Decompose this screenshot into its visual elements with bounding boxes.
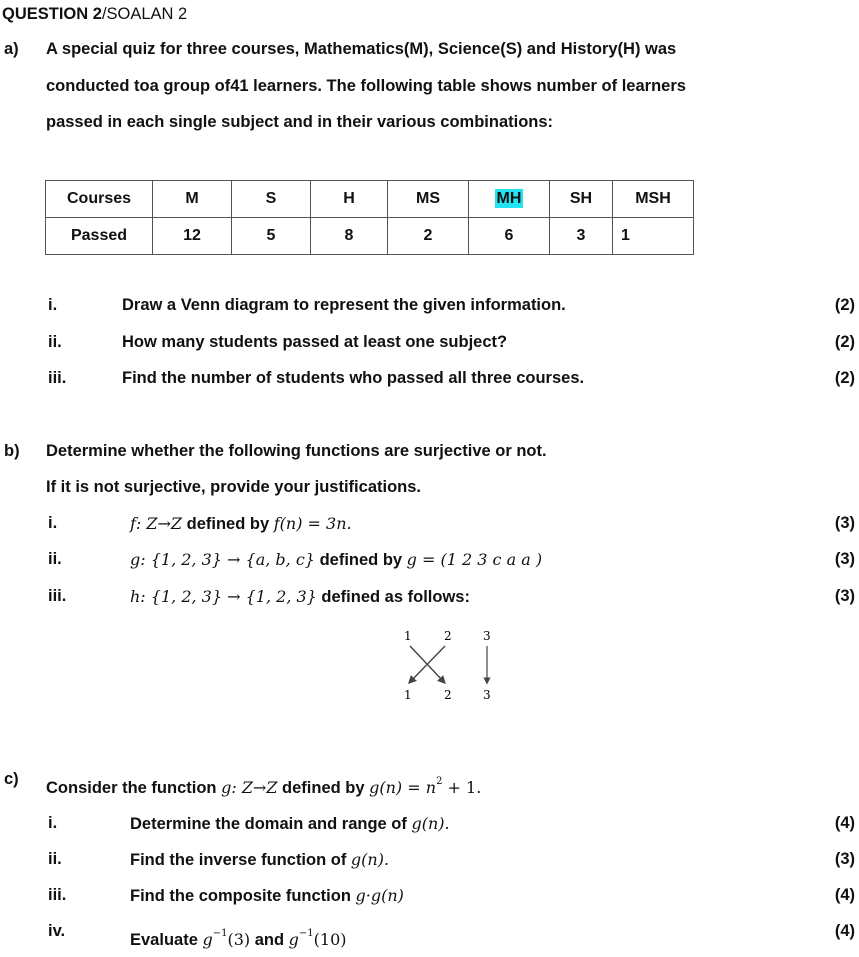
item-number: ii. bbox=[48, 333, 62, 351]
question-number: QUESTION 2 bbox=[2, 5, 102, 23]
math-expression: g(n). bbox=[350, 850, 390, 869]
table-cell: 1 bbox=[613, 218, 694, 255]
part-b-line-2: If it is not surjective, provide your justifications. bbox=[46, 478, 421, 496]
text: Find the inverse function of bbox=[130, 851, 351, 869]
domain-node: 3 bbox=[483, 629, 491, 643]
codomain-node: 2 bbox=[444, 688, 452, 702]
math-expression: (3) bbox=[227, 930, 251, 949]
text: Consider the function bbox=[46, 779, 222, 797]
mapping-diagram bbox=[395, 626, 505, 706]
question-title bbox=[2, 5, 187, 24]
item-text bbox=[130, 587, 470, 607]
table-cell bbox=[469, 181, 550, 218]
marks: (4) bbox=[834, 886, 855, 904]
math-expression: g bbox=[288, 930, 299, 949]
math-expression: f: Z→Z bbox=[130, 514, 183, 533]
text: defined by bbox=[182, 515, 274, 533]
item-text bbox=[130, 550, 542, 570]
table-cell: MS bbox=[388, 181, 469, 218]
part-c-label: c) bbox=[4, 770, 19, 788]
math-expression: g bbox=[202, 930, 213, 949]
table-cell: H bbox=[311, 181, 388, 218]
item-text bbox=[130, 514, 352, 534]
item-number: i. bbox=[48, 296, 58, 314]
domain-node: 1 bbox=[404, 629, 412, 643]
table-cell: M bbox=[153, 181, 232, 218]
text: defined by bbox=[277, 779, 370, 797]
table-cell: SH bbox=[550, 181, 613, 218]
part-b-label: b) bbox=[4, 442, 20, 460]
marks: (3) bbox=[834, 587, 855, 605]
table-cell: Passed bbox=[46, 218, 153, 255]
marks: (3) bbox=[834, 550, 855, 568]
marks: (3) bbox=[834, 514, 855, 532]
marks: (2) bbox=[834, 296, 855, 314]
item-number: iii. bbox=[48, 886, 67, 904]
text: Find the composite function bbox=[130, 887, 356, 905]
item-number: iii. bbox=[48, 587, 67, 605]
math-expression: (10) bbox=[313, 930, 347, 949]
item-text: Find the number of students who passed all three courses. bbox=[122, 369, 585, 387]
math-expression: f(n) = 3n. bbox=[273, 514, 352, 533]
domain-node: 2 bbox=[444, 629, 452, 643]
item-text bbox=[130, 927, 347, 950]
text: Determine the domain and range of bbox=[130, 815, 412, 833]
part-b-line-1: Determine whether the following functions are surjective or not. bbox=[46, 442, 547, 460]
item-number: iv. bbox=[48, 922, 66, 940]
item-text bbox=[130, 886, 404, 906]
exponent: −1 bbox=[298, 927, 314, 939]
math-expression: g·g(n) bbox=[355, 886, 404, 905]
part-a-label: a) bbox=[4, 40, 19, 58]
question-number-malay: /SOALAN 2 bbox=[101, 5, 188, 23]
item-number: i. bbox=[48, 514, 58, 532]
table-cell: S bbox=[232, 181, 311, 218]
item-text: Draw a Venn diagram to represent the given information. bbox=[122, 296, 566, 314]
table-header-row bbox=[46, 181, 694, 218]
marks: (4) bbox=[834, 814, 855, 832]
table-cell: Courses bbox=[46, 181, 153, 218]
text: and bbox=[250, 931, 289, 949]
highlighted-text: MH bbox=[496, 190, 522, 207]
table-cell: 3 bbox=[550, 218, 613, 255]
math-expression: g: Z→Z bbox=[221, 778, 278, 797]
codomain-node: 1 bbox=[404, 688, 412, 702]
text: defined by bbox=[314, 551, 407, 569]
table-cell: 8 bbox=[311, 218, 388, 255]
math-expression: h: {1, 2, 3} → {1, 2, 3} bbox=[130, 587, 317, 606]
text: defined as follows: bbox=[316, 588, 470, 606]
item-number: iii. bbox=[48, 369, 67, 387]
part-a-line-1: A special quiz for three courses, Mathematics(M), Science(S) and History(H) was bbox=[46, 40, 677, 58]
arrow-1-to-2 bbox=[410, 646, 443, 681]
part-a-line-3: passed in each single subject and in their various combinations: bbox=[46, 113, 554, 131]
math-expression: g = (1 2 3 c a a ) bbox=[406, 550, 543, 569]
math-expression: g(n). bbox=[411, 814, 450, 833]
table-cell: 2 bbox=[388, 218, 469, 255]
courses-table bbox=[45, 180, 694, 255]
math-expression: g: {1, 2, 3} → {a, b, c} bbox=[130, 550, 315, 569]
item-text bbox=[130, 850, 389, 870]
part-a-line-2: conducted toa group of41 learners. The following table shows number of learners bbox=[46, 77, 686, 95]
marks: (3) bbox=[834, 850, 855, 868]
marks: (2) bbox=[834, 369, 855, 387]
marks: (2) bbox=[834, 333, 855, 351]
math-expression: + 1. bbox=[442, 778, 482, 797]
table-row bbox=[46, 218, 694, 255]
table-cell: 12 bbox=[153, 218, 232, 255]
item-text bbox=[130, 814, 450, 834]
exponent: 2 bbox=[436, 775, 443, 787]
table-cell: MSH bbox=[613, 181, 694, 218]
exponent: −1 bbox=[212, 927, 228, 939]
item-text: How many students passed at least one subject? bbox=[122, 333, 508, 351]
item-number: ii. bbox=[48, 550, 62, 568]
text: Evaluate bbox=[130, 931, 203, 949]
part-c-intro bbox=[46, 775, 482, 798]
math-expression: g(n) = n bbox=[369, 778, 437, 797]
codomain-node: 3 bbox=[483, 688, 491, 702]
marks: (4) bbox=[834, 922, 855, 940]
table-cell: 6 bbox=[469, 218, 550, 255]
item-number: i. bbox=[48, 814, 58, 832]
table-cell: 5 bbox=[232, 218, 311, 255]
arrow-2-to-1 bbox=[411, 646, 445, 681]
item-number: ii. bbox=[48, 850, 62, 868]
